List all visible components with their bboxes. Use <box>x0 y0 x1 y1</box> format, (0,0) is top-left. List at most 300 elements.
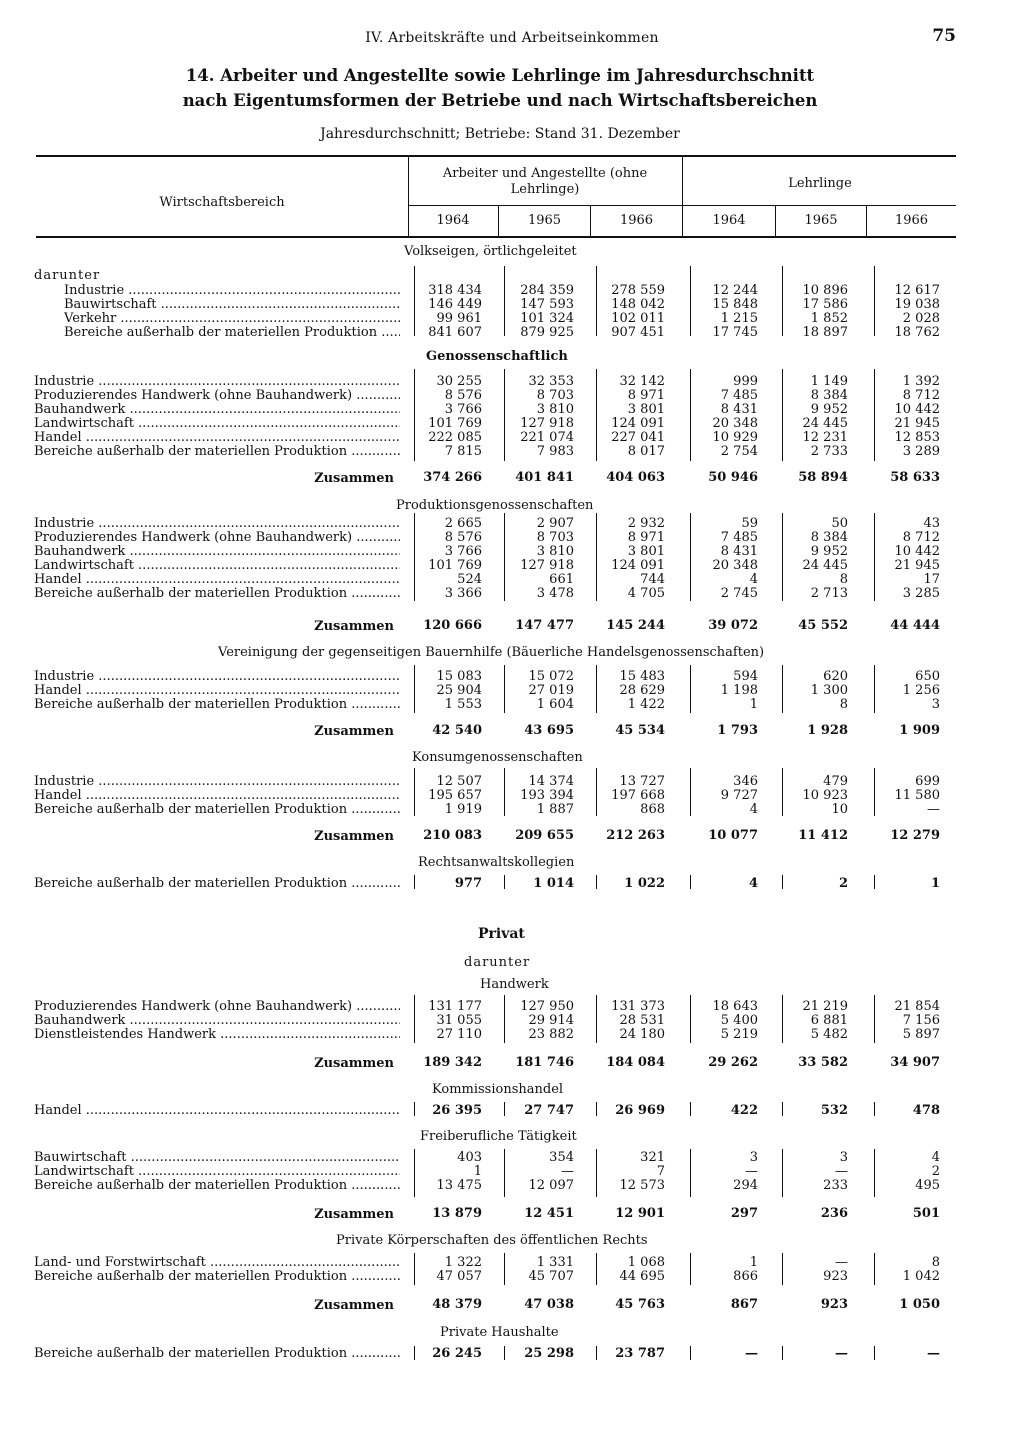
column-separator <box>596 266 597 336</box>
table-cell: 33 582 <box>798 1055 848 1070</box>
column-separator <box>504 1149 505 1197</box>
table-cell: 101 769 <box>428 416 482 431</box>
table-cell: 1 928 <box>807 723 848 738</box>
column-separator <box>690 513 691 601</box>
table-cell: 31 055 <box>436 1013 482 1028</box>
table-cell: 1 793 <box>717 723 758 738</box>
section-heading: Genossenschaftlich <box>426 349 568 364</box>
table-cell: 20 348 <box>712 416 758 431</box>
column-separator <box>690 1346 691 1360</box>
table-cell: 7 <box>656 1164 665 1179</box>
column-separator <box>782 875 783 889</box>
table-cell: 3 801 <box>627 544 665 559</box>
table-cell: 120 666 <box>423 618 482 633</box>
column-separator <box>596 369 597 461</box>
table-cell: 1 068 <box>627 1255 665 1270</box>
column-separator <box>874 369 875 461</box>
table-cell: 50 <box>831 516 848 531</box>
table-cell: 10 442 <box>894 544 940 559</box>
table-cell: 6 881 <box>810 1013 848 1028</box>
table-cell: 8 971 <box>627 530 665 545</box>
table-cell: 1 149 <box>810 374 848 389</box>
table-subtitle: Jahresdurchschnitt; Betriebe: Stand 31. Dezember <box>320 126 680 142</box>
table-cell: 58 633 <box>890 470 940 485</box>
table-cell: 524 <box>457 572 482 587</box>
table-cell: 8 971 <box>627 388 665 403</box>
column-separator <box>782 665 783 713</box>
table-cell: 221 074 <box>520 430 574 445</box>
table-cell: 127 918 <box>520 416 574 431</box>
column-separator <box>414 875 415 889</box>
running-header: IV. Arbeitskräfte und Arbeitseinkommen <box>365 30 659 46</box>
table-cell: 8 576 <box>444 530 482 545</box>
table-cell: 923 <box>823 1269 848 1284</box>
table-cell: 131 177 <box>428 999 482 1014</box>
table-cell: 4 705 <box>627 586 665 601</box>
column-separator <box>782 995 783 1043</box>
table-cell: 294 <box>733 1178 758 1193</box>
row-label: Bereiche außerhalb der materiellen Produktion ..... <box>64 326 400 340</box>
table-cell: 124 091 <box>611 416 665 431</box>
table-cell: 21 945 <box>894 558 940 573</box>
column-separator <box>874 768 875 816</box>
table-cell: 24 445 <box>802 558 848 573</box>
header-year: 1964 <box>436 213 470 228</box>
table-cell: 3 766 <box>444 544 482 559</box>
table-cell: 284 359 <box>520 283 574 298</box>
row-label: Bauwirtschaft ..... <box>64 298 400 312</box>
column-separator <box>596 768 597 816</box>
table-cell: 8 431 <box>720 402 758 417</box>
column-separator <box>504 1253 505 1285</box>
table-cell: 184 084 <box>606 1055 665 1070</box>
table-cell: 12 573 <box>619 1178 665 1193</box>
table-cell: 1 022 <box>624 876 665 891</box>
table-cell: 8 <box>931 1255 940 1270</box>
table-cell: 866 <box>733 1269 758 1284</box>
header-year: 1965 <box>527 213 562 228</box>
table-cell: 5 219 <box>720 1027 758 1042</box>
table-cell: 50 946 <box>708 470 758 485</box>
column-separator <box>874 266 875 336</box>
column-separator <box>782 1346 783 1360</box>
column-separator <box>782 513 783 601</box>
table-cell: 222 085 <box>428 430 482 445</box>
table-cell: 43 695 <box>524 723 574 738</box>
table-cell: 233 <box>823 1178 848 1193</box>
column-separator <box>874 995 875 1043</box>
table-cell: 18 897 <box>802 325 848 340</box>
table-cell: 594 <box>733 669 758 684</box>
header-year: 1966 <box>894 213 929 228</box>
column-separator <box>874 1102 875 1116</box>
table-cell: 650 <box>915 669 940 684</box>
row-label: Bereiche außerhalb der materiellen Produktion ..... <box>34 1179 400 1193</box>
table-cell: 189 342 <box>423 1055 482 1070</box>
column-separator <box>874 665 875 713</box>
table-cell: — <box>927 1346 940 1361</box>
table-cell: 4 <box>749 572 758 587</box>
table-cell: — <box>927 802 940 817</box>
table-cell: 15 848 <box>712 297 758 312</box>
table-cell: 1 553 <box>444 697 482 712</box>
column-separator <box>874 513 875 601</box>
table-cell: 318 434 <box>428 283 482 298</box>
table-cell: 3 801 <box>627 402 665 417</box>
table-cell: 24 180 <box>619 1027 665 1042</box>
table-cell: 17 <box>923 572 940 587</box>
table-cell: 19 038 <box>894 297 940 312</box>
table-cell: 32 142 <box>619 374 665 389</box>
table-cell: 29 914 <box>528 1013 574 1028</box>
table-cell: 10 077 <box>708 828 758 843</box>
column-separator <box>690 1253 691 1285</box>
table-cell: 8 712 <box>902 530 940 545</box>
column-separator <box>596 665 597 713</box>
table-cell: 236 <box>820 1206 848 1221</box>
column-separator <box>596 1149 597 1197</box>
table-cell: 1 <box>749 1255 758 1270</box>
table-cell: 1 <box>749 697 758 712</box>
column-separator <box>596 1253 597 1285</box>
table-cell: 479 <box>823 774 848 789</box>
table-cell: 3 810 <box>536 402 574 417</box>
table-cell: 131 373 <box>611 999 665 1014</box>
table-cell: 478 <box>912 1103 940 1118</box>
table-cell: 147 593 <box>520 297 574 312</box>
row-label: Industrie ..... <box>34 375 400 389</box>
table-cell: 25 904 <box>436 683 482 698</box>
table-cell: 32 353 <box>528 374 574 389</box>
table-cell: 145 244 <box>606 618 665 633</box>
table-cell: 278 559 <box>611 283 665 298</box>
table-cell: 2 713 <box>810 586 848 601</box>
header-wirtschaftsbereich: Wirtschaftsbereich <box>159 195 285 210</box>
table-cell: 867 <box>730 1297 758 1312</box>
column-separator <box>874 1346 875 1360</box>
table-cell: 20 348 <box>712 558 758 573</box>
row-label: Bauhandwerk ..... <box>34 1014 400 1028</box>
table-cell: 147 477 <box>515 618 574 633</box>
table-cell: 532 <box>820 1103 848 1118</box>
table-cell: 27 747 <box>524 1103 574 1118</box>
table-cell: 102 011 <box>611 311 665 326</box>
column-separator <box>414 1253 415 1285</box>
table-cell: 42 540 <box>432 723 482 738</box>
table-cell: 907 451 <box>611 325 665 340</box>
table-cell: 12 507 <box>436 774 482 789</box>
table-cell: 181 746 <box>515 1055 574 1070</box>
table-cell: 13 475 <box>436 1178 482 1193</box>
table-cell: 321 <box>640 1150 665 1165</box>
table-cell: 12 097 <box>528 1178 574 1193</box>
column-separator <box>690 995 691 1043</box>
table-cell: 13 879 <box>432 1206 482 1221</box>
table-cell: 2 754 <box>720 444 758 459</box>
column-separator <box>782 266 783 336</box>
row-label: Landwirtschaft ..... <box>34 1165 400 1179</box>
table-cell: 879 925 <box>520 325 574 340</box>
table-cell: 26 969 <box>615 1103 665 1118</box>
row-label: Bereiche außerhalb der materiellen Produktion ..... <box>34 1347 400 1361</box>
column-separator <box>596 1102 597 1116</box>
table-cell: 2 733 <box>810 444 848 459</box>
table-cell: 44 444 <box>890 618 940 633</box>
table-cell: 209 655 <box>515 828 574 843</box>
table-cell: 661 <box>549 572 574 587</box>
table-cell: 8 017 <box>627 444 665 459</box>
table-cell: 8 712 <box>902 388 940 403</box>
table-cell: 495 <box>915 1178 940 1193</box>
header-year: 1965 <box>804 213 838 228</box>
table-cell: 1 909 <box>899 723 940 738</box>
column-separator <box>414 665 415 713</box>
table-cell: 13 727 <box>619 774 665 789</box>
table-cell: 4 <box>931 1150 940 1165</box>
table-cell: 3 <box>839 1150 848 1165</box>
header-lehrlinge: Lehrlinge <box>788 176 852 191</box>
table-cell: 58 894 <box>798 470 848 485</box>
row-label: Bereiche außerhalb der materiellen Produktion ..... <box>34 877 400 891</box>
table-cell: 699 <box>915 774 940 789</box>
header-year: 1964 <box>712 213 746 228</box>
table-cell: 12 231 <box>802 430 848 445</box>
table-cell: 374 266 <box>423 470 482 485</box>
row-label-total: Zusammen <box>314 1298 394 1313</box>
column-separator <box>782 1102 783 1116</box>
table-cell: 28 629 <box>619 683 665 698</box>
column-separator <box>596 875 597 889</box>
section-heading: Freiberufliche Tätigkeit <box>420 1129 577 1144</box>
section-heading: Produktionsgenossenschaften <box>396 498 594 513</box>
table-cell: 1 392 <box>902 374 940 389</box>
row-label: Bereiche außerhalb der materiellen Produktion ..... <box>34 803 400 817</box>
row-label: Industrie ..... <box>34 670 400 684</box>
row-label: Land- und Forstwirtschaft ..... <box>34 1256 400 1270</box>
table-cell: 27 110 <box>436 1027 482 1042</box>
row-label: Bauwirtschaft ..... <box>34 1151 400 1165</box>
table-cell: — <box>745 1346 758 1361</box>
row-label: Handel ..... <box>34 573 400 587</box>
table-cell: 15 483 <box>619 669 665 684</box>
row-label: Produzierendes Handwerk (ohne Bauhandwerk) ..... <box>34 1000 400 1014</box>
table-cell: 744 <box>640 572 665 587</box>
table-cell: 12 244 <box>712 283 758 298</box>
table-cell: 977 <box>454 876 482 891</box>
table-cell: 14 374 <box>528 774 574 789</box>
table-cell: 297 <box>730 1206 758 1221</box>
table-cell: 197 668 <box>611 788 665 803</box>
table-cell: 1 887 <box>536 802 574 817</box>
table-cell: 12 901 <box>615 1206 665 1221</box>
row-label-total: Zusammen <box>314 471 394 486</box>
table-cell: 403 <box>457 1150 482 1165</box>
section-heading: Private Körperschaften des öffentlichen Rechts <box>336 1233 648 1248</box>
column-separator <box>874 1149 875 1197</box>
table-cell: 26 245 <box>432 1346 482 1361</box>
section-heading: Volkseigen, örtlichgeleitet <box>404 244 577 259</box>
column-separator <box>504 665 505 713</box>
table-cell: 1 <box>930 876 940 891</box>
row-label: Industrie ..... <box>64 284 400 298</box>
header-arbeiter: Arbeiter und Angestellte (ohne Lehrlinge) <box>442 166 648 197</box>
row-label: Bereiche außerhalb der materiellen Produktion ..... <box>34 587 400 601</box>
table-cell: 620 <box>823 669 848 684</box>
column-separator <box>782 1253 783 1285</box>
table-cell: 7 983 <box>536 444 574 459</box>
table-cell: 127 918 <box>520 558 574 573</box>
table-cell: 193 394 <box>520 788 574 803</box>
table-cell: 44 695 <box>619 1269 665 1284</box>
row-label: Landwirtschaft ..... <box>34 417 400 431</box>
table-cell: 10 <box>831 802 848 817</box>
table-cell: 7 815 <box>444 444 482 459</box>
row-label: Handel ..... <box>34 789 400 803</box>
section-heading: Handwerk <box>480 977 549 992</box>
table-cell: 1 422 <box>627 697 665 712</box>
darunter-label: darunter <box>464 955 531 970</box>
table-cell: 7 156 <box>902 1013 940 1028</box>
table-cell: 12 451 <box>524 1206 574 1221</box>
table-cell: 47 057 <box>436 1269 482 1284</box>
row-label: Bereiche außerhalb der materiellen Produktion ..... <box>34 1270 400 1284</box>
column-separator <box>690 1102 691 1116</box>
column-separator <box>596 1346 597 1360</box>
column-separator <box>414 1149 415 1197</box>
table-cell: 9 727 <box>720 788 758 803</box>
table-cell: 30 255 <box>436 374 482 389</box>
row-label: Bereiche außerhalb der materiellen Produktion ..... <box>34 445 400 459</box>
table-cell: 45 534 <box>615 723 665 738</box>
header-year: 1966 <box>619 213 654 228</box>
column-separator <box>874 1253 875 1285</box>
table-cell: 923 <box>820 1297 848 1312</box>
table-cell: 59 <box>741 516 758 531</box>
table-cell: 23 787 <box>615 1346 665 1361</box>
section-heading: Konsumgenossenschaften <box>412 750 583 765</box>
darunter-label: darunter <box>34 268 101 283</box>
table-cell: 39 072 <box>708 618 758 633</box>
table-cell: 8 703 <box>536 388 574 403</box>
table-cell: 1 198 <box>720 683 758 698</box>
column-separator <box>414 369 415 461</box>
table-cell: 10 929 <box>712 430 758 445</box>
table-cell: 99 961 <box>436 311 482 326</box>
table-cell: 45 552 <box>798 618 848 633</box>
table-cell: 9 952 <box>810 544 848 559</box>
table-cell: 3 <box>931 697 940 712</box>
table-cell: 45 707 <box>528 1269 574 1284</box>
table-cell: 25 298 <box>524 1346 574 1361</box>
table-cell: 1 <box>473 1164 482 1179</box>
table-cell: 212 263 <box>606 828 665 843</box>
table-cell: 101 769 <box>428 558 482 573</box>
section-heading: Kommissionshandel <box>432 1082 564 1097</box>
row-label: Bauhandwerk ..... <box>34 545 400 559</box>
table-cell: 7 485 <box>720 388 758 403</box>
header-top-rule <box>36 155 956 157</box>
column-separator <box>414 995 415 1043</box>
table-cell: 1 604 <box>536 697 574 712</box>
table-cell: — <box>561 1164 574 1179</box>
section-heading-privat: Privat <box>478 926 525 942</box>
table-cell: 2 <box>838 876 848 891</box>
table-cell: 10 923 <box>802 788 848 803</box>
column-separator <box>874 875 875 889</box>
table-cell: 1 322 <box>444 1255 482 1270</box>
table-cell: 1 014 <box>533 876 574 891</box>
table-cell: 26 395 <box>432 1103 482 1118</box>
table-cell: 18 762 <box>894 325 940 340</box>
table-cell: 21 219 <box>802 999 848 1014</box>
table-cell: 17 586 <box>802 297 848 312</box>
table-cell: 5 400 <box>720 1013 758 1028</box>
table-cell: 27 019 <box>528 683 574 698</box>
table-cell: 2 <box>931 1164 940 1179</box>
table-cell: 15 072 <box>528 669 574 684</box>
row-label-total: Zusammen <box>314 1056 394 1071</box>
column-separator <box>504 1346 505 1360</box>
column-separator <box>504 513 505 601</box>
table-cell: 3 289 <box>902 444 940 459</box>
column-separator <box>782 1149 783 1197</box>
column-separator <box>414 1102 415 1116</box>
row-label: Dienstleistendes Handwerk ..... <box>34 1028 400 1042</box>
table-cell: — <box>835 1255 848 1270</box>
table-cell: 10 442 <box>894 402 940 417</box>
table-cell: 8 384 <box>810 530 848 545</box>
row-label: Handel ..... <box>34 1104 400 1118</box>
table-cell: 999 <box>733 374 758 389</box>
table-cell: 4 <box>749 802 758 817</box>
column-separator <box>690 266 691 336</box>
table-title-line2: nach Eigentumsformen der Betriebe und nach Wirtschaftsbereichen <box>182 91 818 110</box>
table-cell: 2 028 <box>902 311 940 326</box>
row-label-total: Zusammen <box>314 829 394 844</box>
table-cell: 11 580 <box>894 788 940 803</box>
column-separator <box>504 369 505 461</box>
table-cell: 8 384 <box>810 388 848 403</box>
table-cell: 1 050 <box>899 1297 940 1312</box>
column-separator <box>504 266 505 336</box>
column-separator <box>596 513 597 601</box>
table-cell: 346 <box>733 774 758 789</box>
table-cell: 3 478 <box>536 586 574 601</box>
column-separator <box>690 875 691 889</box>
column-separator <box>414 768 415 816</box>
row-label: Produzierendes Handwerk (ohne Bauhandwerk) ..... <box>34 531 400 545</box>
table-cell: 3 366 <box>444 586 482 601</box>
header-bottom-rule <box>36 236 956 238</box>
column-separator <box>690 768 691 816</box>
table-cell: 12 617 <box>894 283 940 298</box>
table-cell: 2 907 <box>536 516 574 531</box>
table-cell: 12 279 <box>890 828 940 843</box>
table-cell: — <box>835 1164 848 1179</box>
table-cell: 1 919 <box>444 802 482 817</box>
row-label: Industrie ..... <box>34 517 400 531</box>
row-label-total: Zusammen <box>314 724 394 739</box>
column-separator <box>782 369 783 461</box>
table-cell: 8 <box>839 572 848 587</box>
table-cell: 8 <box>839 697 848 712</box>
table-cell: 24 445 <box>802 416 848 431</box>
table-cell: 841 607 <box>428 325 482 340</box>
table-cell: 45 763 <box>615 1297 665 1312</box>
table-cell: 1 300 <box>810 683 848 698</box>
table-cell: 23 882 <box>528 1027 574 1042</box>
column-separator <box>690 665 691 713</box>
